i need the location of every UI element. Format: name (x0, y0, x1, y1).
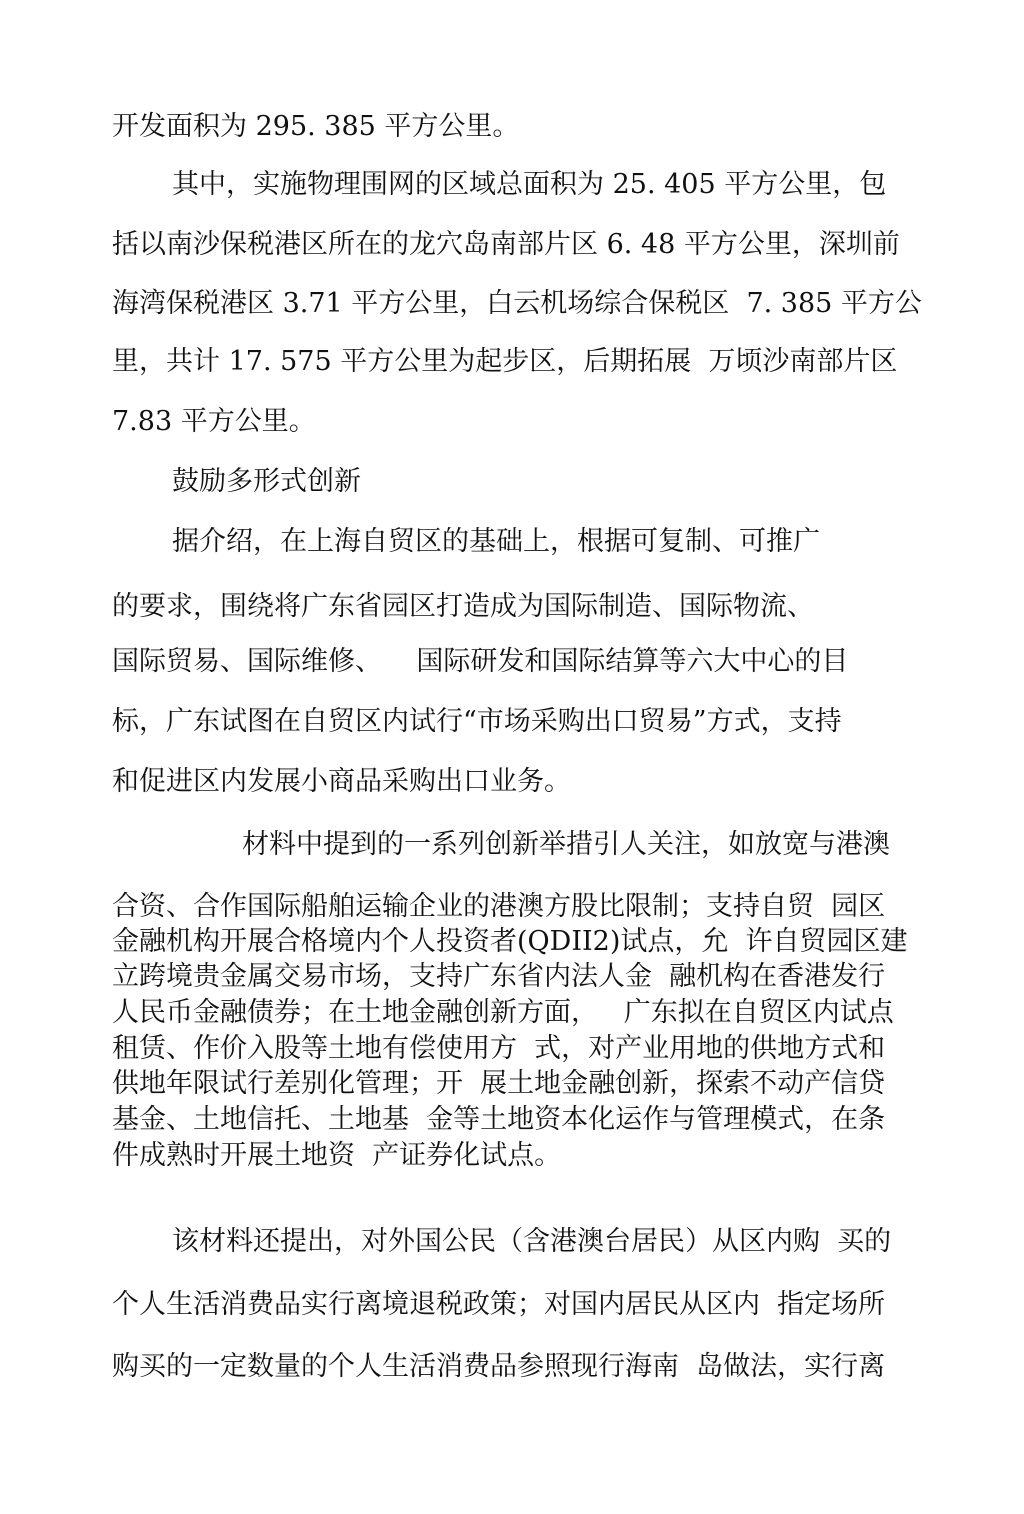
text-line: 括以南沙保税港区所在的龙穴岛南部片区 6. 48 平方公里，深圳前 (112, 229, 900, 260)
text-line: 其中，实施物理围网的区域总面积为 25. 405 平方公里，包 (172, 169, 887, 200)
text-line: 人民币金融债券；在土地金融创新方面， 广东拟在自贸区内试点 (112, 997, 894, 1028)
text-line: 个人生活消费品实行离境退税政策；对国内居民从区内 指定场所 (112, 1289, 886, 1320)
text-line: 材料中提到的一系列创新举措引人关注，如放宽与港澳 (242, 829, 890, 860)
text-line: 立跨境贵金属交易市场，支持广东省内法人金 融机构在香港发行 (112, 961, 886, 992)
text-line: 租赁、作价入股等土地有偿使用方 式，对产业用地的供地方式和 (112, 1033, 886, 1064)
text-line: 开发面积为 295. 385 平方公里。 (112, 111, 520, 142)
text-line: 国际贸易、国际维修、 国际研发和国际结算等六大中心的目 (112, 646, 849, 677)
text-line: 7.83 平方公里。 (112, 406, 316, 437)
text-line: 供地年限试行差别化管理；开 展土地金融创新，探索不动产信贷 (112, 1068, 886, 1099)
text-line: 基金、土地信托、土地基 金等土地资本化运作与管理模式，在条 (112, 1104, 886, 1135)
text-line: 购买的一定数量的个人生活消费品参照现行海南 岛做法，实行离 (112, 1351, 886, 1382)
text-line: 和促进区内发展小商品采购出口业务。 (112, 766, 571, 797)
text-line: 据介绍，在上海自贸区的基础上，根据可复制、可推广 (172, 526, 820, 557)
text-line: 里，共计 17. 575 平方公里为起步区，后期拓展 万顷沙南部片区 (112, 346, 898, 377)
text-line: 金融机构开展合格境内个人投资者(QDII2)试点，允 许自贸园区建 (112, 926, 908, 957)
text-line: 海湾保税港区 3.71 平方公里，白云机场综合保税区 7. 385 平方公 (112, 288, 922, 319)
text-line: 该材料还提出，对外国公民（含港澳台居民）从区内购 买的 (172, 1226, 892, 1257)
text-line: 标，广东试图在自贸区内试行“市场采购出口贸易”方式，支持 (112, 706, 842, 737)
text-line: 的要求，围绕将广东省园区打造成为国际制造、国际物流、 (112, 591, 814, 622)
section-heading: 鼓励多形式创新 (172, 466, 361, 497)
text-line: 件成熟时开展土地资 产证券化试点。 (112, 1140, 562, 1171)
text-line: 合资、合作国际船舶运输企业的港澳方股比限制；支持自贸 园区 (112, 891, 886, 922)
